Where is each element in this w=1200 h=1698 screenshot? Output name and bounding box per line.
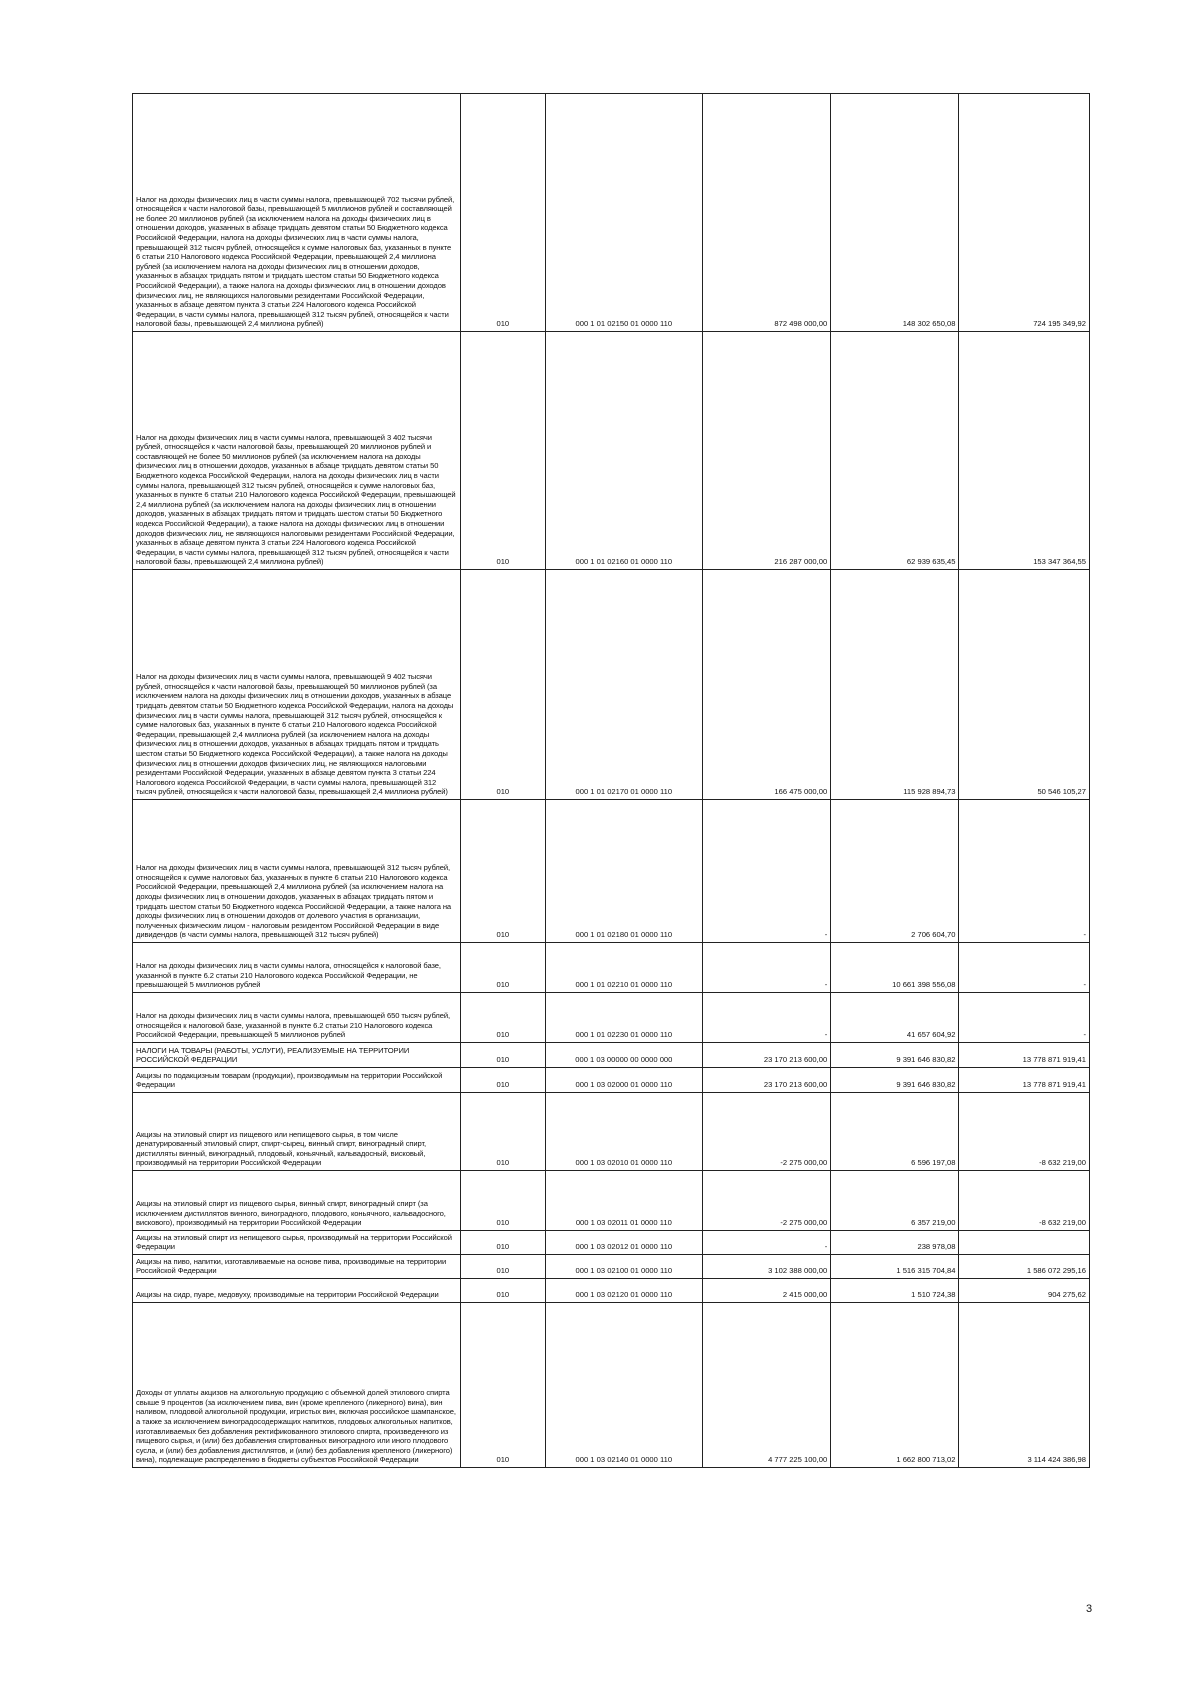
- row-approved: 166 475 000,00: [702, 570, 830, 800]
- row-kbk: 000 1 03 02011 01 0000 110: [545, 1171, 702, 1231]
- row-kbk: 000 1 03 02012 01 0000 110: [545, 1231, 702, 1255]
- row-unexecuted: 1 586 072 295,16: [959, 1255, 1090, 1279]
- row-name: Акцизы на этиловый спирт из пищевого сырья, винный спирт, виноградный спирт (за исключением дистиллятов винного, виноградного, плодового, коньячного, кальвадосного, вискового), производимый на территории Российской Федерации: [133, 1171, 461, 1231]
- row-name: НАЛОГИ НА ТОВАРЫ (РАБОТЫ, УСЛУГИ), РЕАЛИЗУЕМЫЕ НА ТЕРРИТОРИИ РОССИЙСКОЙ ФЕДЕРАЦИИ: [133, 1043, 461, 1068]
- row-approved: 2 415 000,00: [702, 1279, 830, 1303]
- row-code: 010: [460, 1068, 545, 1093]
- row-executed: 62 939 635,45: [831, 332, 959, 570]
- table-row: [133, 1068, 1090, 1093]
- row-executed: 148 302 650,08: [831, 94, 959, 332]
- table-row: [133, 1171, 1090, 1231]
- row-approved: 4 777 225 100,00: [702, 1303, 830, 1468]
- row-name: Налог на доходы физических лиц в части суммы налога, превышающей 702 тысячи рублей, относящейся к части налоговой базы, превышающей 5 миллионов рублей и составляющей не более 20 миллионов рублей (за исключением налога на доходы физических лиц в отношении доходов, указанных в абзаце тридцать девятом статьи 50 Бюджетного кодекса Российской Федерации, налога на доходы физических лиц в части суммы налога, превышающей 312 тысяч рублей, относящейся к сумме налоговых баз, указанных в пункте 6 статьи 210 Налогового кодекса Российской Федерации, превышающей 2,4 миллиона рублей (за исключением налога на доходы физических лиц в отношении доходов, указанных в абзацах тридцать пятом и тридцать шестом статьи 50 Бюджетного кодекса Российской Федерации), а также налога на доходы физических лиц в отношении доходов физических лиц, не являющихся налоговыми резидентами Российской Федерации, указанных в абзаце девятом пункта 3 статьи 224 Налогового кодекса Российской Федерации, в части суммы налога, превышающей 312 тысяч рублей, относящейся к части налоговой базы, превышающей 2,4 миллиона рублей): [133, 94, 461, 332]
- table-body: [133, 94, 1090, 1468]
- row-name: Акцизы на пиво, напитки, изготавливаемые на основе пива, производимые на территории Российской Федерации: [133, 1255, 461, 1279]
- page-number: 3: [1086, 1603, 1093, 1615]
- row-executed: 6 357 219,00: [831, 1171, 959, 1231]
- row-unexecuted: -: [959, 943, 1090, 993]
- row-approved: -: [702, 993, 830, 1043]
- row-code: 010: [460, 1231, 545, 1255]
- row-code: 010: [460, 332, 545, 570]
- table-row: [133, 1303, 1090, 1468]
- row-code: 010: [460, 1093, 545, 1171]
- table-row: [133, 1279, 1090, 1303]
- row-executed: 1 510 724,38: [831, 1279, 959, 1303]
- row-name: Акцизы на сидр, пуаре, медовуху, производимые на территории Российской Федерации: [133, 1279, 461, 1303]
- row-unexecuted: 724 195 349,92: [959, 94, 1090, 332]
- row-code: 010: [460, 1279, 545, 1303]
- row-code: 010: [460, 993, 545, 1043]
- row-kbk: 000 1 03 02140 01 0000 110: [545, 1303, 702, 1468]
- row-executed: 238 978,08: [831, 1231, 959, 1255]
- row-unexecuted: -8 632 219,00: [959, 1093, 1090, 1171]
- row-code: 010: [460, 1303, 545, 1468]
- row-name: Акцизы на этиловый спирт из пищевого или непищевого сырья, в том числе денатурированный этиловый спирт, спирт-сырец, винный спирт, виноградный спирт, дистилляты винный, виноградный, плодовый, коньячный, кальвадосный, висковый, производимый на территории Российской Федерации: [133, 1093, 461, 1171]
- row-kbk: 000 1 01 02160 01 0000 110: [545, 332, 702, 570]
- row-approved: -2 275 000,00: [702, 1093, 830, 1171]
- row-approved: -: [702, 943, 830, 993]
- row-code: 010: [460, 800, 545, 943]
- row-executed: 1 662 800 713,02: [831, 1303, 959, 1468]
- revenue-table: [132, 93, 1090, 1468]
- row-kbk: 000 1 01 02150 01 0000 110: [545, 94, 702, 332]
- row-approved: 872 498 000,00: [702, 94, 830, 332]
- row-kbk: 000 1 01 02230 01 0000 110: [545, 993, 702, 1043]
- row-approved: 216 287 000,00: [702, 332, 830, 570]
- row-unexecuted: -: [959, 800, 1090, 943]
- row-code: 010: [460, 1171, 545, 1231]
- row-name: Акцизы на этиловый спирт из непищевого сырья, производимый на территории Российской Федерации: [133, 1231, 461, 1255]
- row-executed: 41 657 604,92: [831, 993, 959, 1043]
- row-kbk: 000 1 01 02180 01 0000 110: [545, 800, 702, 943]
- table-row: [133, 800, 1090, 943]
- row-code: 010: [460, 943, 545, 993]
- row-unexecuted: [959, 1231, 1090, 1255]
- row-approved: -2 275 000,00: [702, 1171, 830, 1231]
- row-executed: 10 661 398 556,08: [831, 943, 959, 993]
- row-executed: 115 928 894,73: [831, 570, 959, 800]
- row-name: Налог на доходы физических лиц в части суммы налога, относящейся к налоговой базе, указанной в пункте 6.2 статьи 210 Налогового кодекса Российской Федерации, не превышающей 5 миллионов рублей: [133, 943, 461, 993]
- row-unexecuted: -8 632 219,00: [959, 1171, 1090, 1231]
- row-unexecuted: 13 778 871 919,41: [959, 1068, 1090, 1093]
- row-executed: 9 391 646 830,82: [831, 1043, 959, 1068]
- row-name: Налог на доходы физических лиц в части суммы налога, превышающей 650 тысяч рублей, относящейся к налоговой базе, указанной в пункте 6.2 статьи 210 Налогового кодекса Российской Федерации, превышающей 5 миллионов рублей: [133, 993, 461, 1043]
- row-unexecuted: -: [959, 993, 1090, 1043]
- row-executed: 1 516 315 704,84: [831, 1255, 959, 1279]
- row-kbk: 000 1 01 02210 01 0000 110: [545, 943, 702, 993]
- row-approved: 23 170 213 600,00: [702, 1043, 830, 1068]
- row-name: Акцизы по подакцизным товарам (продукции), производимым на территории Российской Федерации: [133, 1068, 461, 1093]
- row-kbk: 000 1 03 00000 00 0000 000: [545, 1043, 702, 1068]
- row-code: 010: [460, 570, 545, 800]
- table-row: [133, 943, 1090, 993]
- row-code: 010: [460, 1043, 545, 1068]
- row-executed: 2 706 604,70: [831, 800, 959, 943]
- table-row: [133, 570, 1090, 800]
- row-unexecuted: 904 275,62: [959, 1279, 1090, 1303]
- table-row: [133, 1255, 1090, 1279]
- row-executed: 6 596 197,08: [831, 1093, 959, 1171]
- row-unexecuted: 3 114 424 386,98: [959, 1303, 1090, 1468]
- row-approved: -: [702, 800, 830, 943]
- row-kbk: 000 1 03 02010 01 0000 110: [545, 1093, 702, 1171]
- row-kbk: 000 1 01 02170 01 0000 110: [545, 570, 702, 800]
- table-row: [133, 1231, 1090, 1255]
- row-kbk: 000 1 03 02120 01 0000 110: [545, 1279, 702, 1303]
- row-code: 010: [460, 1255, 545, 1279]
- row-unexecuted: 13 778 871 919,41: [959, 1043, 1090, 1068]
- row-name: Налог на доходы физических лиц в части суммы налога, превышающей 9 402 тысячи рублей, относящейся к части налоговой базы, превышающей 50 миллионов рублей (за исключением налога на доходы физических лиц в отношении доходов, указанных в абзаце тридцать девятом статьи 50 Бюджетного кодекса Российской Федерации, налога на доходы физических лиц в части суммы налога, превышающей 312 тысяч рублей, относящейся к сумме налоговых баз, указанных в пункте 6 статьи 210 Налогового кодекса Российской Федерации, превышающей 2,4 миллиона рублей (за исключением налога на доходы физических лиц в отношении доходов, указанных в абзацах тридцать пятом и тридцать шестом статьи 50 Бюджетного кодекса Российской Федерации), а также налога на доходы физических лиц в отношении доходов физических лиц, не являющихся налоговыми резидентами Российской Федерации, указанных в абзаце девятом пункта 3 статьи 224 Налогового кодекса Российской Федерации, в части суммы налога, превышающей 312 тысяч рублей, относящейся к части налоговой базы, превышающей 2,4 миллиона рублей): [133, 570, 461, 800]
- row-unexecuted: 153 347 364,55: [959, 332, 1090, 570]
- row-name: Налог на доходы физических лиц в части суммы налога, превышающей 3 402 тысячи рублей, относящейся к части налоговой базы, превышающей 20 миллионов рублей и составляющей не более 50 миллионов рублей (за исключением налога на доходы физических лиц в отношении доходов, указанных в абзаце тридцать девятом статьи 50 Бюджетного кодекса Российской Федерации, налога на доходы физических лиц в части суммы налога, превышающей 312 тысяч рублей, относящейся к сумме налоговых баз, указанных в пункте 6 статьи 210 Налогового кодекса Российской Федерации, превышающей 2,4 миллиона рублей (за исключением налога на доходы физических лиц в отношении доходов, указанных в абзацах тридцать пятом и тридцать шестом статьи 50 Бюджетного кодекса Российской Федерации), а также налога на доходы физических лиц в отношении доходов физических лиц, не являющихся налоговыми резидентами Российской Федерации, указанных в абзаце девятом пункта 3 статьи 224 Налогового кодекса Российской Федерации, в части суммы налога, превышающей 312 тысяч рублей, относящейся к части налоговой базы, превышающей 2,4 миллиона рублей): [133, 332, 461, 570]
- row-kbk: 000 1 03 02100 01 0000 110: [545, 1255, 702, 1279]
- table-row: [133, 332, 1090, 570]
- table-row: [133, 1093, 1090, 1171]
- row-code: 010: [460, 94, 545, 332]
- row-name: Налог на доходы физических лиц в части суммы налога, превышающей 312 тысяч рублей, относящейся к сумме налоговых баз, указанных в пункте 6 статьи 210 Налогового кодекса Российской Федерации, превышающей 2,4 миллиона рублей (за исключением налога на доходы физических лиц в отношении доходов, указанных в абзацах тридцать пятом и тридцать шестом статьи 50 Бюджетного кодекса Российской Федерации, а также налога на доходы физических лиц в отношении доходов от долевого участия в организации, полученных физическим лицом - налоговым резидентом Российской Федерации в виде дивидендов (в части суммы налога, превышающей 312 тысяч рублей): [133, 800, 461, 943]
- table-row: [133, 94, 1090, 332]
- row-name: Доходы от уплаты акцизов на алкогольную продукцию с объемной долей этилового спирта свыше 9 процентов (за исключением пива, вин (кроме крепленого (ликерного) вина), вин наливом, плодовой алкогольной продукции, игристых вин, включая российское шампанское, а также за исключением виноградосодержащих напитков, плодовых алкогольных напитков, изготавливаемых без добавления ректификованного этилового спирта, произведенного из пищевого сырья, и (или) без добавления спиртованных виноградного или иного плодового сусла, и (или) без добавления дистиллятов, и (или) без добавления крепленого (ликерного) вина), подлежащие распределению в бюджеты субъектов Российской Федерации: [133, 1303, 461, 1468]
- row-executed: 9 391 646 830,82: [831, 1068, 959, 1093]
- row-approved: -: [702, 1231, 830, 1255]
- row-approved: 3 102 388 000,00: [702, 1255, 830, 1279]
- table-row: [133, 1043, 1090, 1068]
- row-kbk: 000 1 03 02000 01 0000 110: [545, 1068, 702, 1093]
- table-row: [133, 993, 1090, 1043]
- row-approved: 23 170 213 600,00: [702, 1068, 830, 1093]
- row-unexecuted: 50 546 105,27: [959, 570, 1090, 800]
